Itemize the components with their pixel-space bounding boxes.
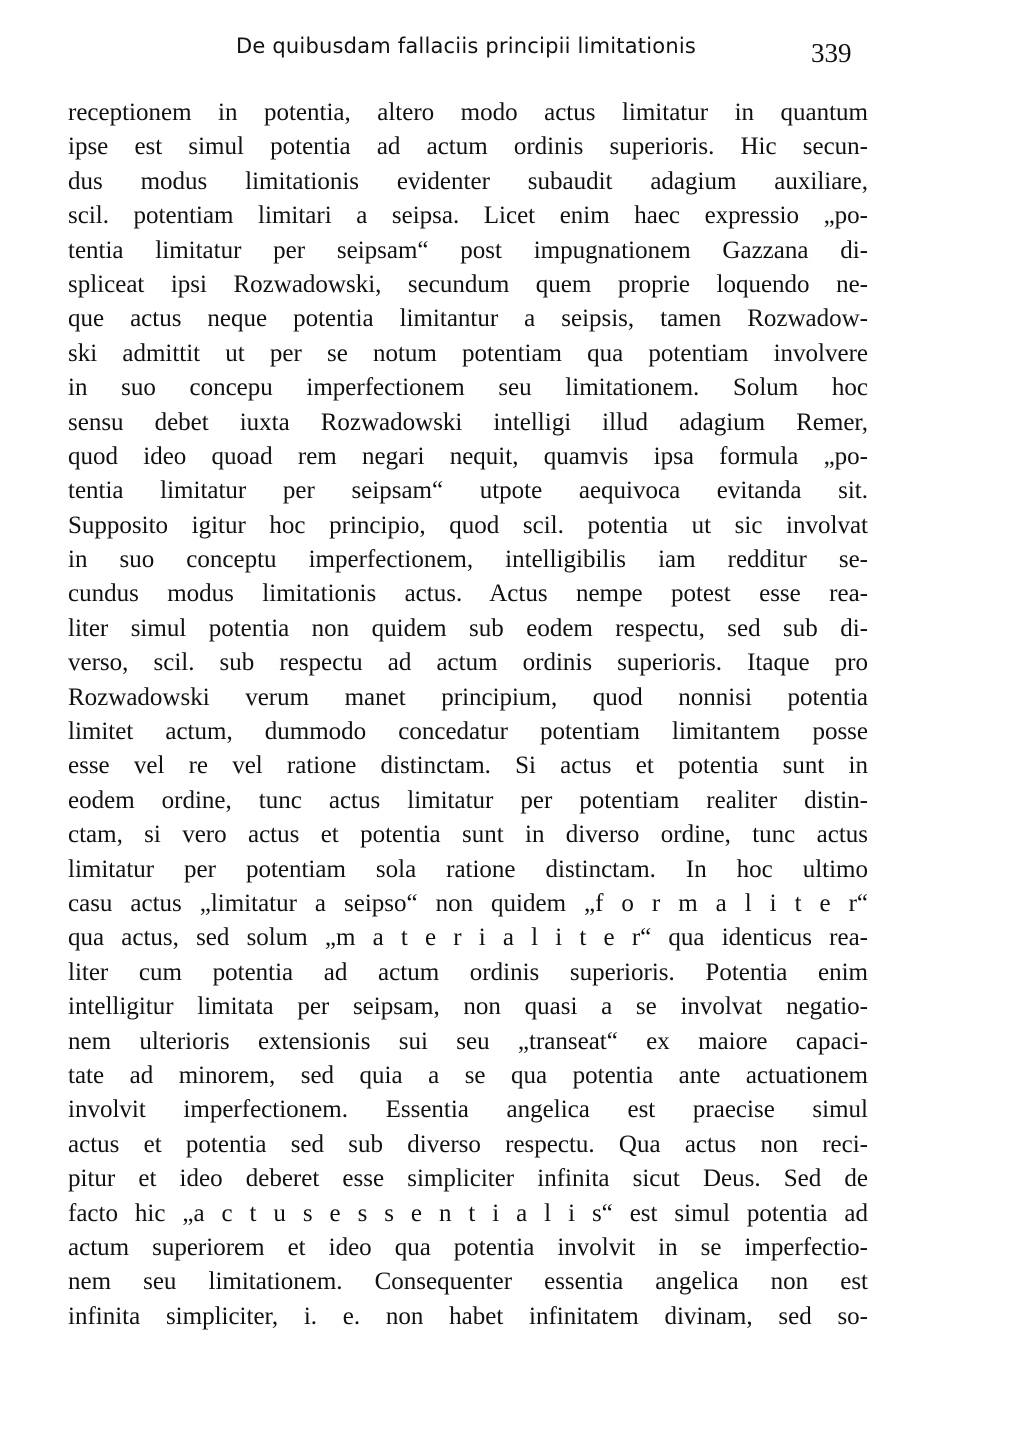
- text-line: ipse est simul potentia ad actum ordinis superioris. Hic secun-: [68, 133, 868, 161]
- text-line: quod ideo quoad rem negari nequit, quamvis ipsa formula „po-: [68, 442, 868, 470]
- text-line: involvit imperfectionem. Essentia angelica est praecise simul: [68, 1096, 868, 1124]
- text-line: tentia limitatur per seipsam“ post impugnationem Gazzana di-: [68, 236, 868, 264]
- text-line: in suo concepu imperfectionem seu limitationem. Solum hoc: [68, 374, 868, 402]
- text-line: Rozwadowski verum manet principium, quod nonnisi potentia: [68, 683, 868, 711]
- text-line: actus et potentia sed sub diverso respectu. Qua actus non reci-: [68, 1130, 868, 1158]
- text-line: dus modus limitationis evidenter subaudit adagium auxiliare,: [68, 167, 868, 195]
- text-line: casu actus „limitatur a seipso“ non quidem „f o r m a l i t e r“: [68, 889, 868, 917]
- text-line: cundus modus limitationis actus. Actus nempe potest esse rea-: [68, 580, 868, 608]
- text-line: qua actus, sed solum „m a t e r i a l i t e r“ qua identicus rea-: [68, 924, 868, 952]
- text-line: pitur et ideo deberet esse simpliciter infinita sicut Deus. Sed de: [68, 1165, 868, 1193]
- text-line: limitatur per potentiam sola ratione distinctam. In hoc ultimo: [68, 855, 868, 883]
- page-number: 339: [811, 38, 852, 68]
- text-line: nem ulterioris extensionis sui seu „transeat“ ex maiore capaci-: [68, 1027, 868, 1055]
- text-line: liter cum potentia ad actum ordinis superioris. Potentia enim: [68, 958, 868, 986]
- text-line: sensu debet iuxta Rozwadowski intelligi illud adagium Remer,: [68, 408, 868, 436]
- running-title: De quibusdam fallaciis principii limitationis: [236, 34, 697, 58]
- text-line: receptionem in potentia, altero modo actus limitatur in quantum: [68, 99, 868, 126]
- text-line: eodem ordine, tunc actus limitatur per potentiam realiter distin-: [68, 786, 868, 814]
- text-line: liter simul potentia non quidem sub eodem respectu, sed sub di-: [68, 614, 868, 642]
- text-line: nem seu limitationem. Consequenter essentia angelica non est: [68, 1268, 868, 1296]
- body-paragraph: [68, 96, 868, 1334]
- text-line: esse vel re vel ratione distinctam. Si actus et potentia sunt in: [68, 752, 868, 780]
- text-line: verso, scil. sub respectu ad actum ordinis superioris. Itaque pro: [68, 649, 868, 677]
- text-line: ski admittit ut per se notum potentiam qua potentiam involvere: [68, 339, 868, 367]
- text-line: spliceat ipsi Rozwadowski, secundum quem proprie loquendo ne-: [68, 270, 868, 298]
- text-line: tate ad minorem, sed quia a se qua potentia ante actuationem: [68, 1061, 868, 1089]
- text-line: Supposito igitur hoc principio, quod scil. potentia ut sic involvat: [68, 511, 868, 539]
- text-line: que actus neque potentia limitantur a seipsis, tamen Rozwadow-: [68, 305, 868, 333]
- text-line: intelligitur limitata per seipsam, non quasi a se involvat negatio-: [68, 993, 868, 1021]
- text-line: actum superiorem et ideo qua potentia involvit in se imperfectio-: [68, 1233, 868, 1261]
- text-line: infinita simpliciter, i. e. non habet infinitatem divinam, sed so-: [68, 1302, 868, 1330]
- text-line: facto hic „a c t u s e s s e n t i a l i s“ est simul potentia ad: [68, 1199, 868, 1227]
- text-line: scil. potentiam limitari a seipsa. Licet enim haec expressio „po-: [68, 202, 868, 230]
- text-line: tentia limitatur per seipsam“ utpote aequivoca evitanda sit.: [68, 477, 868, 505]
- text-line: ctam, si vero actus et potentia sunt in diverso ordine, tunc actus: [68, 821, 868, 849]
- text-line: limitet actum, dummodo concedatur potentiam limitantem posse: [68, 718, 868, 746]
- text-line: in suo conceptu imperfectionem, intelligibilis iam redditur se-: [68, 546, 868, 574]
